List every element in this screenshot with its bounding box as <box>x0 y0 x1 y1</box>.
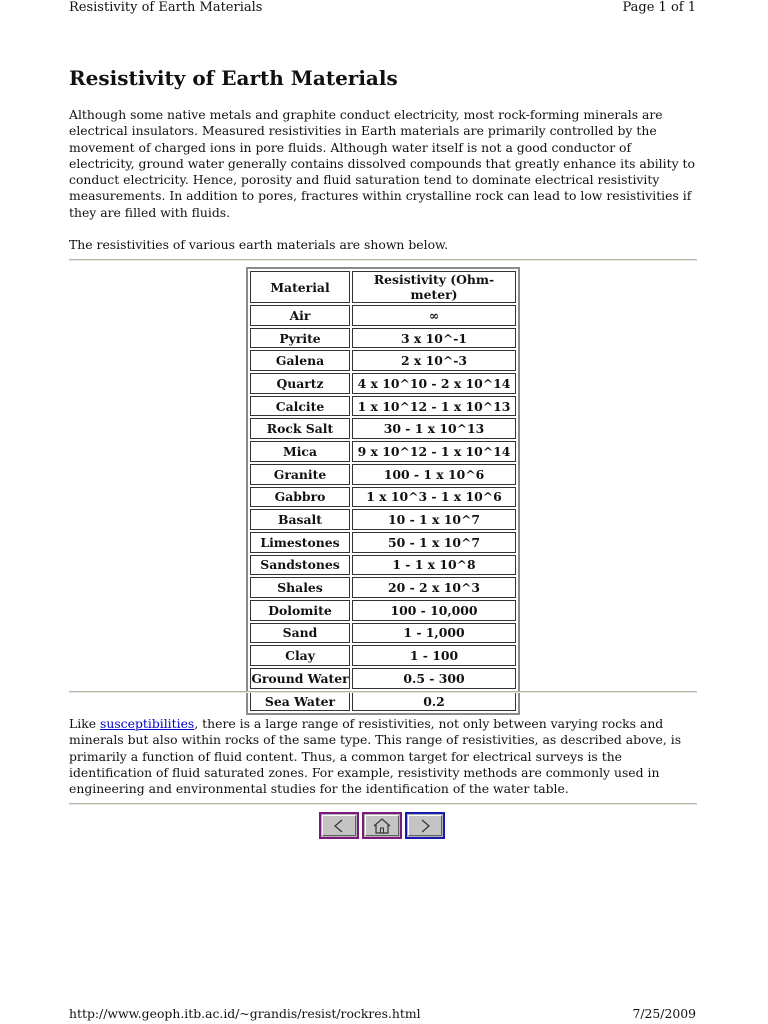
outro-text-start: Like <box>69 716 100 731</box>
column-header-material: Material <box>250 271 350 303</box>
home-button[interactable] <box>362 812 402 839</box>
material-cell: Granite <box>250 464 350 485</box>
material-cell: Mica <box>250 441 350 462</box>
next-arrow-icon <box>418 819 432 833</box>
resistivity-cell: 2 x 10^-3 <box>352 350 516 371</box>
horizontal-rule <box>69 803 697 805</box>
material-cell: Calcite <box>250 396 350 417</box>
resistivity-cell: 1 - 100 <box>352 645 516 666</box>
material-cell: Galena <box>250 350 350 371</box>
table-row <box>250 464 516 485</box>
material-cell: Quartz <box>250 373 350 394</box>
previous-page-button[interactable] <box>319 812 359 839</box>
intro-paragraph: Although some native metals and graphite conduct electricity, most rock-forming minerals are electrical insulators. Measured resistivities in Earth materials are primarily controlled by the movement of charged ions in pore fluids. Although water itself is not a good conductor of electricity, ground water generally contains dissolved compounds that greatly enhance its ability to conduct electricity. Hence, porosity and fluid saturation tend to dominate electrical resistivity measurements. In addition to pores, fractures within crystalline rock can lead to low resistivities if they are filled with fluids. <box>69 107 695 220</box>
material-cell: Limestones <box>250 532 350 553</box>
material-cell: Dolomite <box>250 600 350 621</box>
resistivity-cell: 30 - 1 x 10^13 <box>352 418 516 439</box>
material-cell: Basalt <box>250 509 350 530</box>
table-row <box>250 418 516 439</box>
page-title: Resistivity of Earth Materials <box>69 66 398 90</box>
table-header-row <box>250 271 516 303</box>
table-row <box>250 645 516 666</box>
table-row <box>250 668 516 689</box>
material-cell: Sandstones <box>250 555 350 576</box>
resistivity-cell: 100 - 1 x 10^6 <box>352 464 516 485</box>
resistivity-cell: 4 x 10^10 - 2 x 10^14 <box>352 373 516 394</box>
table-row <box>250 487 516 508</box>
material-cell: Pyrite <box>250 328 350 349</box>
print-footer-date: 7/25/2009 <box>632 1006 696 1021</box>
resistivity-cell: 1 - 1 x 10^8 <box>352 555 516 576</box>
resistivity-cell: 1 x 10^3 - 1 x 10^6 <box>352 487 516 508</box>
material-cell: Sand <box>250 623 350 644</box>
resistivity-cell: 0.2 <box>352 691 516 712</box>
table-row <box>250 305 516 326</box>
table-row <box>250 577 516 598</box>
table-row <box>250 555 516 576</box>
susceptibilities-link[interactable]: susceptibilities <box>99 716 195 731</box>
resistivity-cell: 3 x 10^-1 <box>352 328 516 349</box>
horizontal-rule <box>69 691 697 693</box>
table-row <box>250 441 516 462</box>
outro-paragraph <box>69 716 699 797</box>
table-row <box>250 350 516 371</box>
print-header-title: Resistivity of Earth Materials <box>69 0 263 15</box>
horizontal-rule <box>69 259 697 261</box>
column-header-resistivity: Resistivity (Ohm-meter) <box>352 271 516 303</box>
resistivity-cell: 100 - 10,000 <box>352 600 516 621</box>
material-cell: Ground Water <box>250 668 350 689</box>
resistivity-table <box>246 267 520 715</box>
home-icon <box>372 818 392 834</box>
resistivity-cell: 1 - 1,000 <box>352 623 516 644</box>
print-header-page: Page 1 of 1 <box>622 0 696 15</box>
table-row <box>250 373 516 394</box>
table-row <box>250 509 516 530</box>
table-row <box>250 328 516 349</box>
resistivity-cell: 9 x 10^12 - 1 x 10^14 <box>352 441 516 462</box>
table-intro-paragraph: The resistivities of various earth materials are shown below. <box>69 237 449 252</box>
material-cell: Shales <box>250 577 350 598</box>
table-row <box>250 396 516 417</box>
material-cell: Rock Salt <box>250 418 350 439</box>
next-page-button[interactable] <box>405 812 445 839</box>
navigation-bar <box>319 812 448 839</box>
resistivity-cell: ∞ <box>352 305 516 326</box>
material-cell: Gabbro <box>250 487 350 508</box>
resistivity-cell: 50 - 1 x 10^7 <box>352 532 516 553</box>
material-cell: Clay <box>250 645 350 666</box>
resistivity-cell: 0.5 - 300 <box>352 668 516 689</box>
table-row <box>250 691 516 712</box>
material-cell: Sea Water <box>250 691 350 712</box>
resistivity-cell: 1 x 10^12 - 1 x 10^13 <box>352 396 516 417</box>
table-row <box>250 532 516 553</box>
material-cell: Air <box>250 305 350 326</box>
resistivity-cell: 10 - 1 x 10^7 <box>352 509 516 530</box>
print-footer-url: http://www.geoph.itb.ac.id/~grandis/resist/rockres.html <box>69 1006 421 1021</box>
outro-text-rest: , there is a large range of resistivities, not only between varying rocks and minerals but also within rocks of the same type. This range of resistivities, as described above, is primarily a function of fluid content. Thus, a common target for electrical surveys is the identification of fluid saturated zones. For example, resistivity methods are commonly used in engineering and environmental studies for the identification of the water table. <box>69 716 682 797</box>
resistivity-cell: 20 - 2 x 10^3 <box>352 577 516 598</box>
table-row <box>250 623 516 644</box>
table-row <box>250 600 516 621</box>
previous-arrow-icon <box>332 819 346 833</box>
